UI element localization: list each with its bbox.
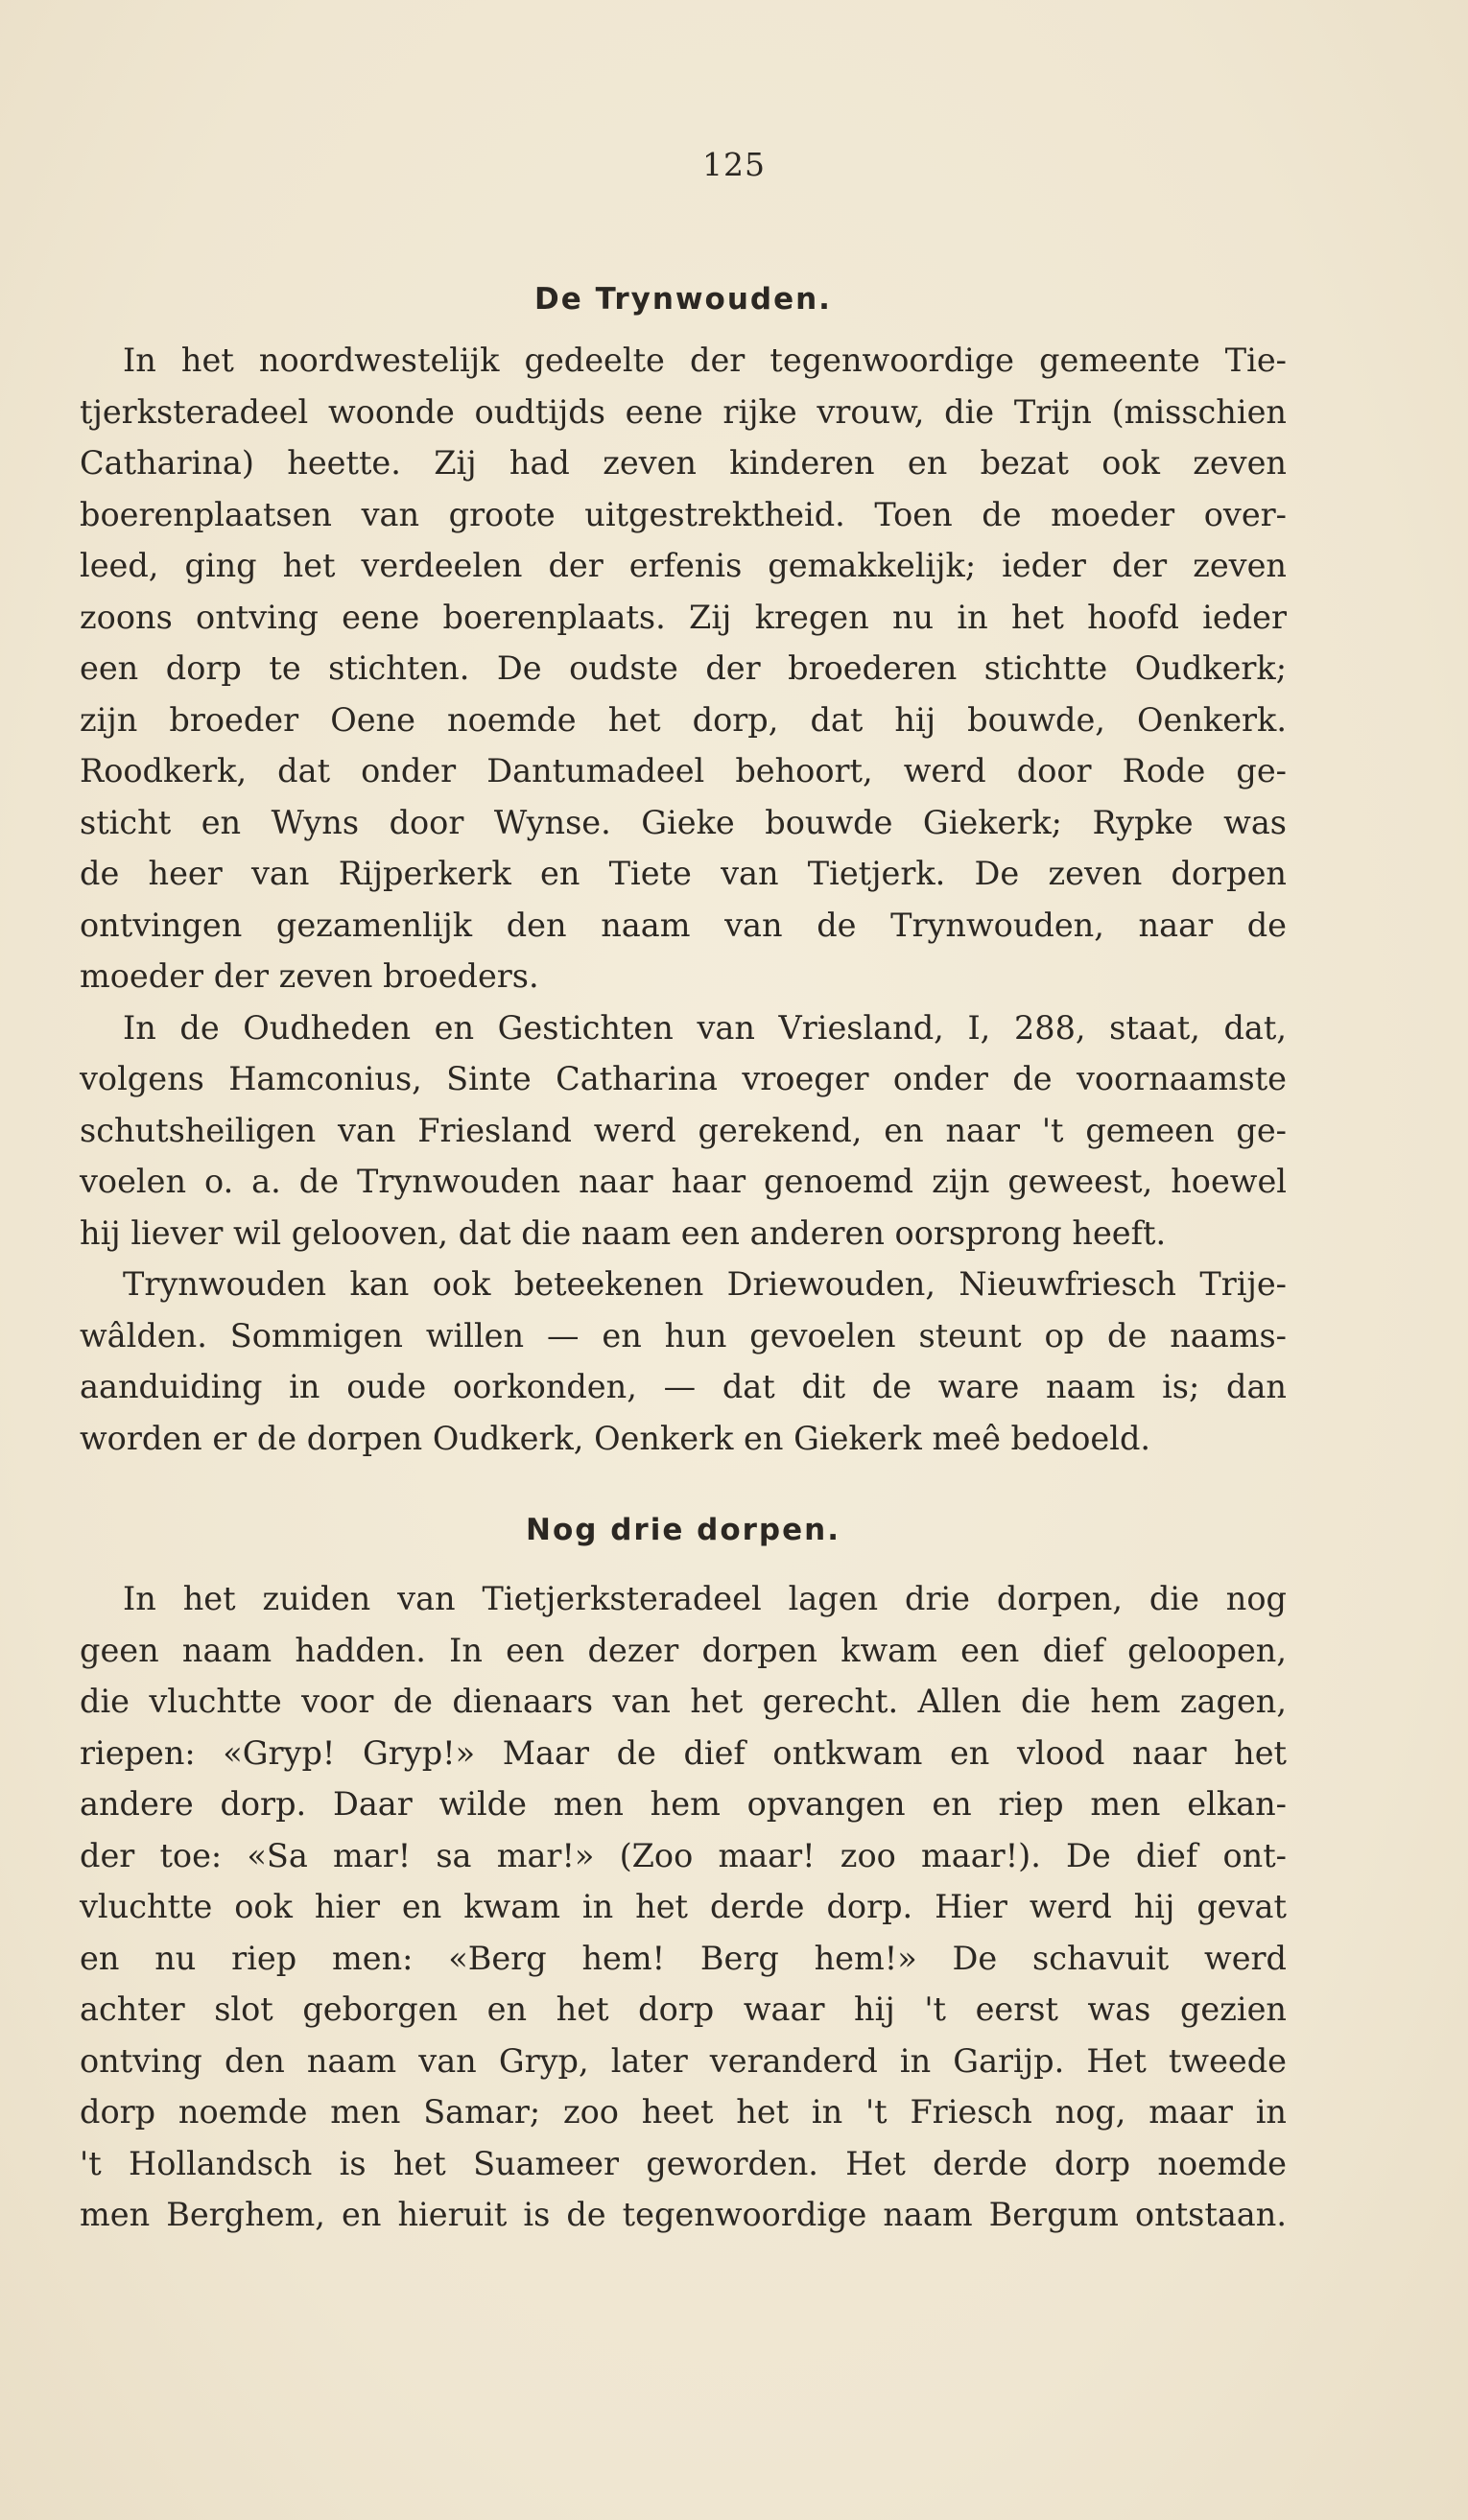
text-line: andere dorp. Daar wilde men hem opvangen en riep men elkan- (80, 1785, 1287, 1823)
section-title: De Trynwouden. (534, 282, 832, 317)
text-line: Roodkerk, dat onder Dantumadeel behoort, werd door Rode ge- (80, 752, 1287, 789)
text-line: zoons ontving eene boerenplaats. Zij kregen nu in het hoofd ieder (80, 598, 1287, 636)
page-number: 125 (702, 146, 766, 183)
section-de-trynwouden (80, 273, 1287, 1464)
text-line: voelen o. a. de Trynwouden naar haar genoemd zijn geweest, hoewel (80, 1163, 1287, 1200)
text-line: leed, ging het verdeelen der erfenis gemakkelijk; ieder der zeven (80, 547, 1287, 584)
text-line: der toe: «Sa mar! sa mar!» (Zoo maar! zoo maar!). De dief ont- (80, 1836, 1287, 1874)
text-line: moeder der zeven broeders. (80, 957, 539, 995)
text-line: ontving den naam van Gryp, later veranderd in Garijp. Het tweede (80, 2041, 1287, 2080)
paragraph (80, 335, 1287, 1002)
text-line: ontvingen gezamenlijk den naam van de Trynwouden, naar de (80, 906, 1287, 944)
text-line: worden er de dorpen Oudkerk, Oenkerk en Giekerk meê bedoeld. (80, 1419, 1151, 1457)
text-line: vluchtte ook hier en kwam in het derde dorp. Hier werd hij gevat (80, 1888, 1287, 1925)
text-line: volgens Hamconius, Sinte Catharina vroeger onder de voornaamste (80, 1060, 1287, 1097)
section-nog-drie-dorpen (80, 1504, 1287, 2241)
text-line: tjerksteradeel woonde oudtijds eene rijke vrouw, die Trijn (misschien (80, 392, 1287, 431)
text-line: Catharina) heette. Zij had zeven kinderen en bezat ook zeven (80, 444, 1287, 482)
text-line: een dorp te stichten. De oudste der broederen stichtte Oudkerk; (80, 649, 1287, 687)
text-line: 't Hollandsch is het Suameer geworden. Het derde dorp noemde (80, 2144, 1287, 2182)
text-line: die vluchtte voor de dienaars van het gerecht. Allen die hem zagen, (80, 1683, 1287, 1720)
text-line: schutsheiligen van Friesland werd gerekend, en naar 't gemeen ge- (80, 1111, 1287, 1149)
text-line: de heer van Rijperkerk en Tiete van Tietjerk. De zeven dorpen (80, 855, 1287, 892)
text-line: In de Oudheden en Gestichten van Vriesland, I, 288, staat, dat, (123, 1008, 1287, 1047)
paragraph (80, 1573, 1287, 2241)
text-line: In het zuiden van Tietjerksteradeel lagen drie dorpen, die nog (123, 1580, 1287, 1617)
text-line: boerenplaatsen van groote uitgestrektheid. Toen de moeder over- (80, 495, 1287, 533)
text-line: In het noordwestelijk gedeelte der tegenwoordige gemeente Tie- (123, 341, 1287, 379)
paragraph (80, 1002, 1287, 1260)
text-line: dorp noemde men Samar; zoo heet het in 't Friesch nog, maar in (80, 2093, 1287, 2131)
text-line: sticht en Wyns door Wynse. Gieke bouwde Giekerk; Rypke was (80, 803, 1287, 841)
text-line: aanduiding in oude oorkonden, — dat dit de ware naam is; dan (80, 1368, 1287, 1405)
text-line: achter slot geborgen en het dorp waar hij 't eerst was gezien (80, 1990, 1287, 2028)
text-line: riepen: «Gryp! Gryp!» Maar de dief ontkwam en vlood naar het (80, 1733, 1287, 1772)
text-line: men Berghem, en hieruit is de tegenwoordige naam Bergum ontstaan. (80, 2196, 1287, 2233)
paragraph (80, 1259, 1287, 1464)
text-line: en nu riep men: «Berg hem! Berg hem!» De schavuit werd (80, 1939, 1287, 1977)
text-line: Trynwouden kan ook beteekenen Driewouden, Nieuwfriesch Trije- (123, 1265, 1287, 1303)
section-title: Nog drie dorpen. (526, 1513, 841, 1547)
text-line: wâlden. Sommigen willen — en hun gevoelen steunt op de naams- (80, 1316, 1287, 1354)
text-line: zijn broeder Oene noemde het dorp, dat hij bouwde, Oenkerk. (80, 700, 1287, 739)
text-line: geen naam hadden. In een dezer dorpen kwam een dief geloopen, (80, 1631, 1287, 1669)
text-line: hij liever wil gelooven, dat die naam een anderen oorsprong heeft. (80, 1213, 1167, 1252)
